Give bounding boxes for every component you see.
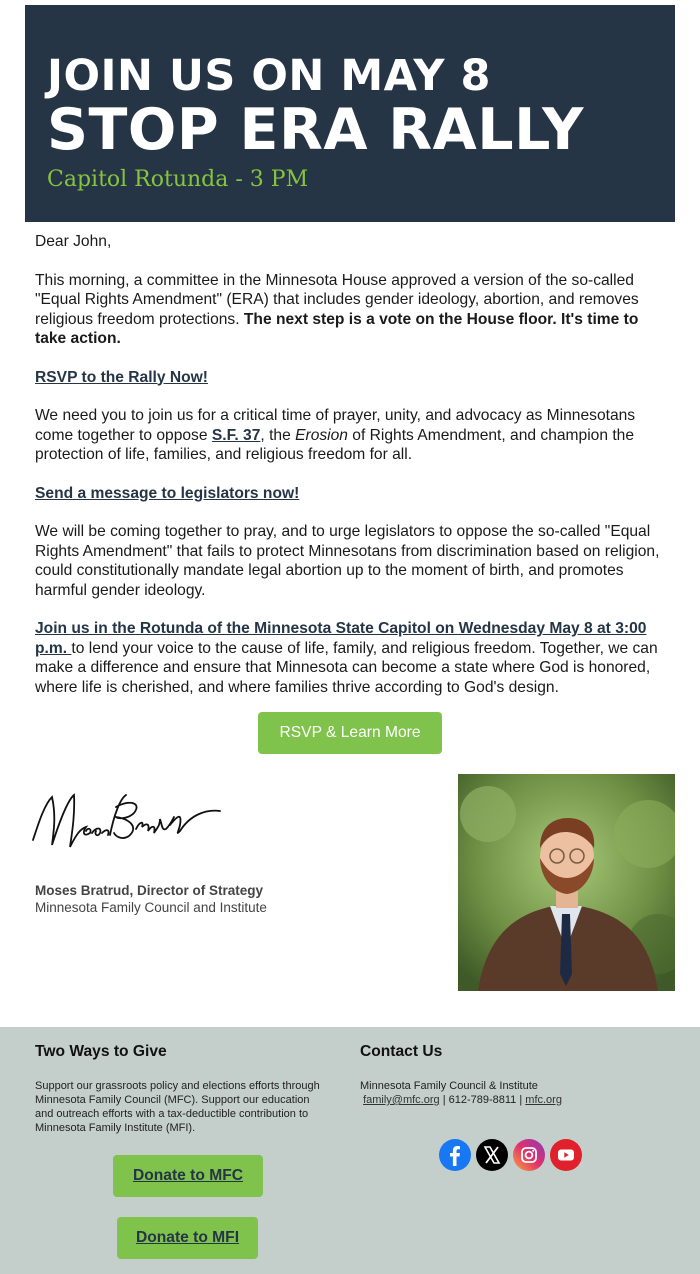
paragraph-pray: We will be coming together to pray, and to urge legislators to oppose the so-called "Equal Rights Amendment" that fails to protect Minnesotans from discrimination based on religion, could constitutionally mandate legal abortion up to the moment of birth, and promotes harmful gender ideology. <box>35 523 660 599</box>
greeting: Dear John, <box>35 233 112 250</box>
rsvp-paragraph <box>35 368 667 388</box>
sf37-link[interactable]: S.F. 37 <box>211 426 261 444</box>
intro-bold-text: The next step is a vote on the House floor. It's time to take action. <box>35 310 639 347</box>
website-link[interactable]: mfc.org <box>525 1094 562 1106</box>
rotunda-link[interactable]: Join us in the Rotunda of the Minnesota State Capitol on Wednesday May 8 at 3:00 p.m. <box>35 620 647 657</box>
signer-photo <box>458 774 675 991</box>
facebook-icon[interactable] <box>439 1139 471 1171</box>
banner-line-title: STOP ERA RALLY <box>47 97 584 163</box>
signer-block <box>35 882 267 916</box>
rotunda-text: to lend your voice to the cause of life, family, and religious freedom. Together, we can make a difference and ensure that Minnesota can become a state where God is honored, where life is cherished, and where families thrive according to God's design. <box>35 639 658 696</box>
give-column <box>35 1043 320 1135</box>
join-text-middle: , the <box>260 426 296 444</box>
email-link[interactable]: family@mfc.org <box>363 1094 440 1106</box>
give-title: Two Ways to Give <box>35 1043 167 1060</box>
phone-text: | 612-789-8811 | <box>439 1094 526 1106</box>
youtube-icon[interactable] <box>550 1139 582 1171</box>
banner-line-location: Capitol Rotunda - 3 PM <box>47 167 309 192</box>
paragraph-intro <box>35 271 667 349</box>
signature-image <box>30 785 230 865</box>
cta-container <box>0 712 700 754</box>
send-message-link[interactable]: Send a message to legislators now! <box>35 484 300 502</box>
banner-line-date: JOIN US ON MAY 8 <box>47 51 491 101</box>
instagram-icon[interactable] <box>513 1139 545 1171</box>
contact-title: Contact Us <box>360 1043 443 1060</box>
footer <box>0 1027 700 1274</box>
portrait-illustration <box>458 774 675 991</box>
intro-text: This morning, a committee in the Minnesota House approved a version of the so-called "Equal Rights Amendment" (ERA) that includes gender ideology, abortion, and removes religious freedom protections. <box>35 271 639 328</box>
paragraph-rotunda <box>35 619 667 697</box>
rsvp-link[interactable]: RSVP to the Rally Now! <box>35 368 209 386</box>
join-text-italic: Erosion <box>295 426 348 444</box>
give-text: Support our grassroots policy and elections efforts through Minnesota Family Council (MFC). Support our education and outreach efforts with a tax-deductible contribution to Minnesota Family Institute (MFI). <box>35 1080 320 1134</box>
x-icon[interactable] <box>476 1139 508 1171</box>
rsvp-learn-more-button[interactable]: RSVP & Learn More <box>258 712 442 754</box>
contact-org: Minnesota Family Council & Institute <box>360 1080 538 1092</box>
paragraph-join <box>35 406 667 465</box>
contact-details <box>360 1093 680 1107</box>
contact-column <box>360 1043 680 1107</box>
join-text-after: of Rights Amendment, and champion the protection of life, families, and religious freedom for all. <box>35 426 635 463</box>
header-banner <box>25 5 675 222</box>
donate-mfi-button[interactable]: Donate to MFI <box>117 1217 258 1259</box>
join-text-before: We need you to join us for a critical time of prayer, unity, and advocacy as Minnesotans come together to oppose <box>35 407 636 444</box>
message-paragraph <box>35 484 667 504</box>
donate-mfc-button[interactable]: Donate to MFC <box>113 1155 263 1197</box>
signer-org: Minnesota Family Council and Institute <box>35 900 267 915</box>
signer-name: Moses Bratrud, Director of Strategy <box>35 883 264 898</box>
email-body <box>35 232 667 716</box>
social-links <box>439 1139 582 1171</box>
